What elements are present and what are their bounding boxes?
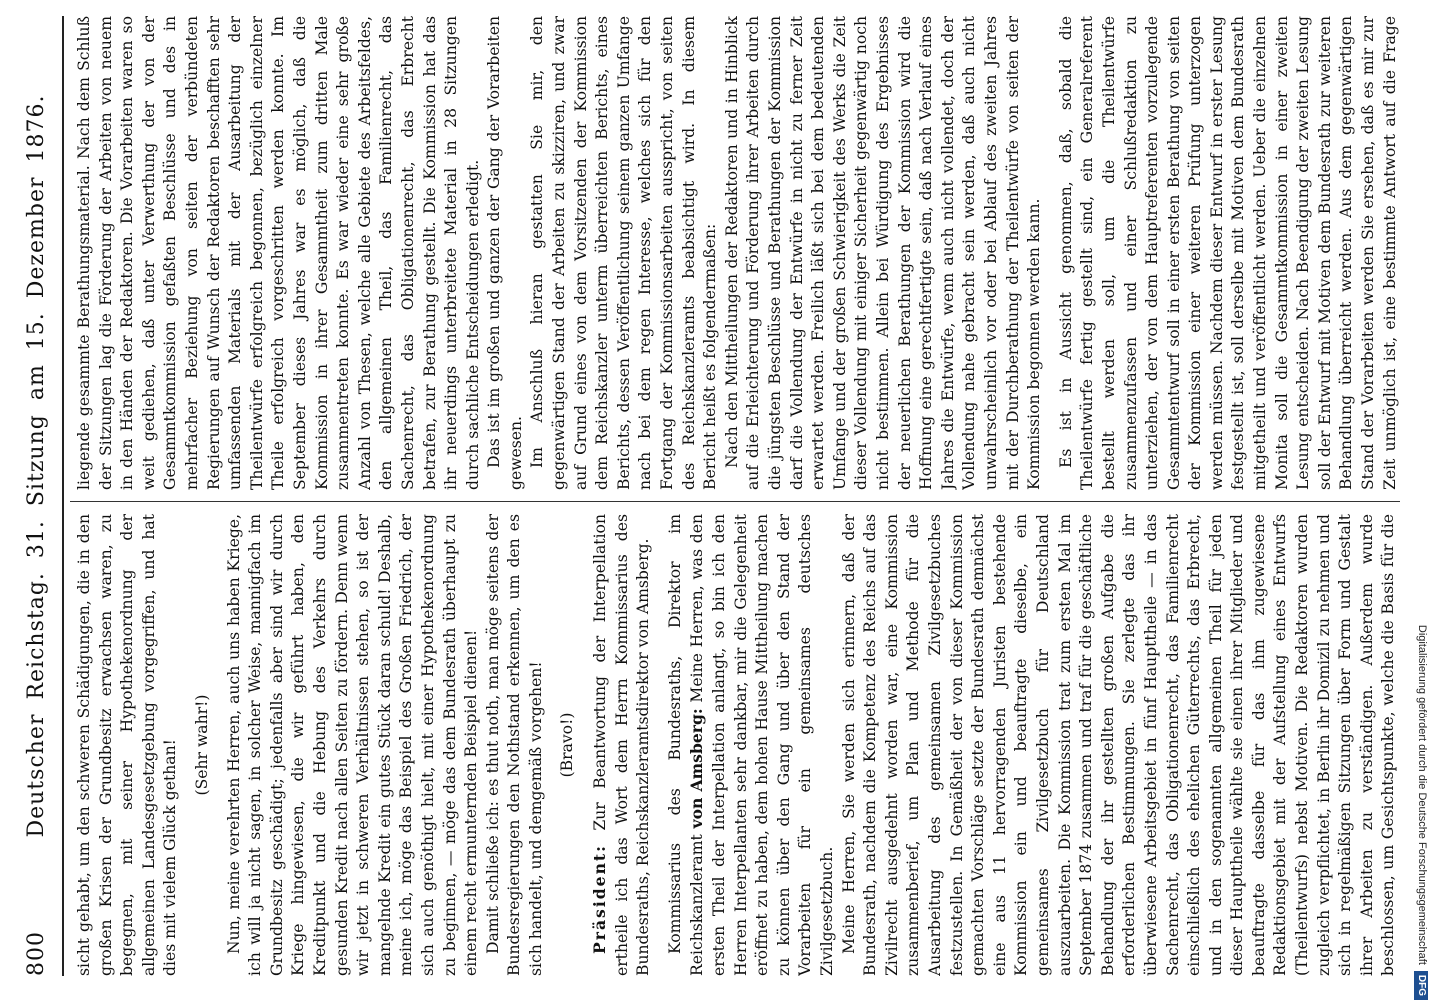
paragraph-text: Meine Herren, was den ersten Theil der Interpellation anlangt, so bin ich den Herren Interpellanten sehr dankbar, mir die Gelegenheit eröffnet zu haben, dem hohen Hause Mittheilung machen zu können über den Gang und über den Stand der Vorarbeiten für ein gemeinsames deutsches Zivilgesetzbuch. [688,514,836,976]
paragraph [665,514,839,976]
digitization-credit-text [1412,0,1432,1000]
page-header [20,16,56,976]
paragraph: Damit schließe ich: es thut noth, man möge seitens der Bundesregierungen den Nothstand erkennen, um den es sich handelt, und demgemäß vorgehen! [483,514,545,976]
speaker-title: Kommissarius des Bundesraths, Direktor im Reichskanzleramt [665,514,707,976]
paragraph: Im Anschluß hieran gestatten Sie mir, den gegenwärtigen Stand der Arbeiten zu skizziren, und zwar auf Grund eines von dem Vorsitzenden der Kommission dem Reichskanzler unterm überreichten Berichts, eines Berichts, dessen Veröffentlichung seinem ganzen Umfange nach bei dem regen Interesse, welches sich für den Fortgang der Kommissionsarbeiten ausspricht, von seiten des Reichskanzleramts beabsichtigt wird. In diesem Bericht heißt es folgendermaßen: [528,16,720,490]
speaker-label: von Amsberg: [687,708,707,829]
paragraph-text: Zur Beantwortung der Interpellation ertheile ich das Wort dem Herrn Kommissarius des Bundesraths, Reichskanzleramtsdirektor von Amsberg. [591,514,653,976]
paragraph: liegende gesammte Berathungsmaterial. Nach dem Schluß der Sitzungen lag die Förderung der Arbeiten von neuem in den Händen der Redaktoren. Die Vorarbeiten waren so weit gediehen, daß unter Verwerthung der von der Gesammtkommission gefaßten Beschlüsse und des in mehrfacher Beziehung von seiten der verbündeten Regierungen auf Wunsch der Redaktoren beschafften sehr umfassenden Materials mit der Ausarbeitung der Theilentwürfe erfolgreich begonnen, bezüglich einzelner Theile erfolgreich vorgeschritten werden konnte. Im September dieses Jahres war es möglich, daß die Kommission in ihrer Gesammtheit zum dritten Male zusammentreten konnte. Es war wieder eine sehr große Anzahl von Thesen, welche alle Gebiete des Arbeitsfeldes, den allgemeinen Theil, das Familienrecht, das Sachenrecht, das Obligationenrecht, das Erbrecht betrafen, zur Berathung gestellt. Die Kommission hat das ihr neuerdings unterbreitete Material in 28 Sitzungen durch sachliche Entscheidungen erledigt. [75,16,482,490]
paragraph: Meine Herren, Sie werden sich erinnern, daß der Bundesrath, nachdem die Kompetenz des Reichs auf das Zivilrecht ausgedehnt worden war, eine Kommission zusammenberief, um Plan und Methode für die Ausarbeitung des gemeinsamen Zivilgesetzbuches festzustellen. In Gemäßheit der von dieser Kommission gemachten Vorschläge setzte der Bundesrath demnächst eine aus 11 hervorragenden Juristen bestehende Kommission ein und beauftragte dieselbe, ein gemeinsames Zivilgesetzbuch für Deutschland auszuarbeiten. Die Kommission trat zum ersten Mal im September 1874 zusammen und traf für die geschäftliche Behandlung der ihr gestellten großen Aufgabe die erforderlichen Bestimmungen. Sie zerlegte das ihr überwiesene Arbeitsgebiet in fünf Haupttheile — in das Sachenrecht, das Obligationenrecht, das Familienrecht einschließlich des ehelichen Güterrechts, das Erbrecht, und in den sogenannten allgemeinen Theil für jeden dieser Haupttheile wählte sie einen ihrer Mitglieder und beauftragte dasselbe für das ihm zugewiesene Redaktionsgebiet mit der Aufstellung eines Entwurfs (Theilentwurfs) nebst Motiven. Die Redaktoren wurden zugleich verpflichtet, in Berlin ihr Domizil zu nehmen und sich in regelmäßigen Sitzungen über Form und Gestalt ihrer Arbeiten zu verständigen. Außerdem wurde beschlossen, um Gesichtspunkte, welche die Basis für die [839,514,1398,976]
interjection: (Bravo!) [558,712,577,778]
right-column [74,16,1400,490]
paragraph: sicht gehabt, um den schweren Schädigungen, die in den großen Krisen der Grundbesitz erwachsen waren, zu begegnen, mit seiner Hypothekenordnung der allgemeinen Landesgesetzgebung vorgegriffen, und hat dies mit vielem Glück gethan! [75,514,180,976]
paragraph [589,514,655,976]
paragraph: Nun, meine verehrten Herren, auch uns haben Kriege, ich will ja nicht sagen, in solcher Weise, mannigfach im Grundbesitz geschädigt; jedenfalls aber sind wir durch Kriege hingewiesen, die wir geführt haben, den Kreditpunkt und die Hebung des Verkehrs durch gesunden Kredit nach allen Seiten zu fördern. Denn wenn wir jetzt in schweren Verhältnissen stehen, so ist der mangelnde Kredit ein gutes Stück daran schuld! Deshalb, meine ich, möge das Beispiel des Großen Friedrich, der sich auch genöthigt hielt, mit einer Hypothekenordnung zu beginnen, — möge das dem Bundesrath überhaupt zu einem recht ermunternden Beispiel dienen! [224,514,481,976]
interjection: (Sehr wahr!) [192,694,211,796]
paragraph: Nach den Mittheilungen der Redaktoren und in Hinblick auf die Erleichterung und Förderung ihrer Arbeiten durch die jüngsten Beschlüsse und Berathungen der Kommission darf die Vollendung der Entwürfe in nicht zu ferner Zeit erwartet werden. Freilich läßt sich bei dem bedeutenden Umfange und der großen Schwierigkeit des Werks die Zeit dieser Vollendung mit einiger Sicherheit gegenwärtig noch nicht bestimmen. Allein bei Würdigung des Ergebnisses der neuerlichen Berathungen der Kommission wird die Hoffnung eine gerechtfertigte sein, daß nach Verlauf eines Jahres die Entwürfe, wenn auch nicht vollendet, doch der Vollendung nahe gebracht sein werden, daß auch nicht unwahrscheinlich vor oder bei Ablauf des zweiten Jahres mit der Durchberathung der Theilentwürfe von seiten der Kommission begonnen werden kann. [722,16,1044,490]
left-column [74,514,1400,976]
digitization-note: Digitalisierung gefördert durch die Deutsche Forschungsgemeinschaft [1416,624,1428,965]
dfg-logo: DFG [1414,971,1428,1000]
running-title: Deutscher Reichstag. 31. Sitzung am 15. Dezember 1876. [24,94,49,838]
paragraph: Das ist im großen und ganzen der Gang der Vorarbeiten gewesen. [485,16,525,490]
speaker-label: Präsident: [590,844,610,954]
header-rule [62,16,64,976]
page-number: 800 [24,931,49,976]
column-divider [70,501,1400,502]
paragraph: Es ist in Aussicht genommen, daß, sobald die Theilentwürfe fertig gestellt sind, ein Generalreferent bestellt werden soll, um die Theilentwürfe zusammenzufassen und einer Schlußredaktion zu unterziehen, der von dem Hauptreferenten vorzulegende Gesammtentwurf soll in einer ersten Berathung von seiten der Kommission einer weiteren Prüfung unterzogen werden müssen. Nachdem dieser Entwurf in erster Lesung festgestellt ist, soll derselbe mit Motiven dem Bundesrath mitgetheilt und veröffentlicht werden. Ueber die einzelnen Monita soll die Gesammtkommission in einer zweiten Lesung entscheiden. Nach Beendigung der zweiten Lesung soll der Entwurf mit Motiven dem Bundesrath zur weiteren Behandlung überreicht werden. Aus dem gegenwärtigen Stand der Vorarbeiten werden Sie ersehen, daß es mir zur Zeit unmöglich ist, eine bestimmte Antwort auf die Frage [1056,16,1399,490]
digitization-credit [1412,0,1432,1000]
